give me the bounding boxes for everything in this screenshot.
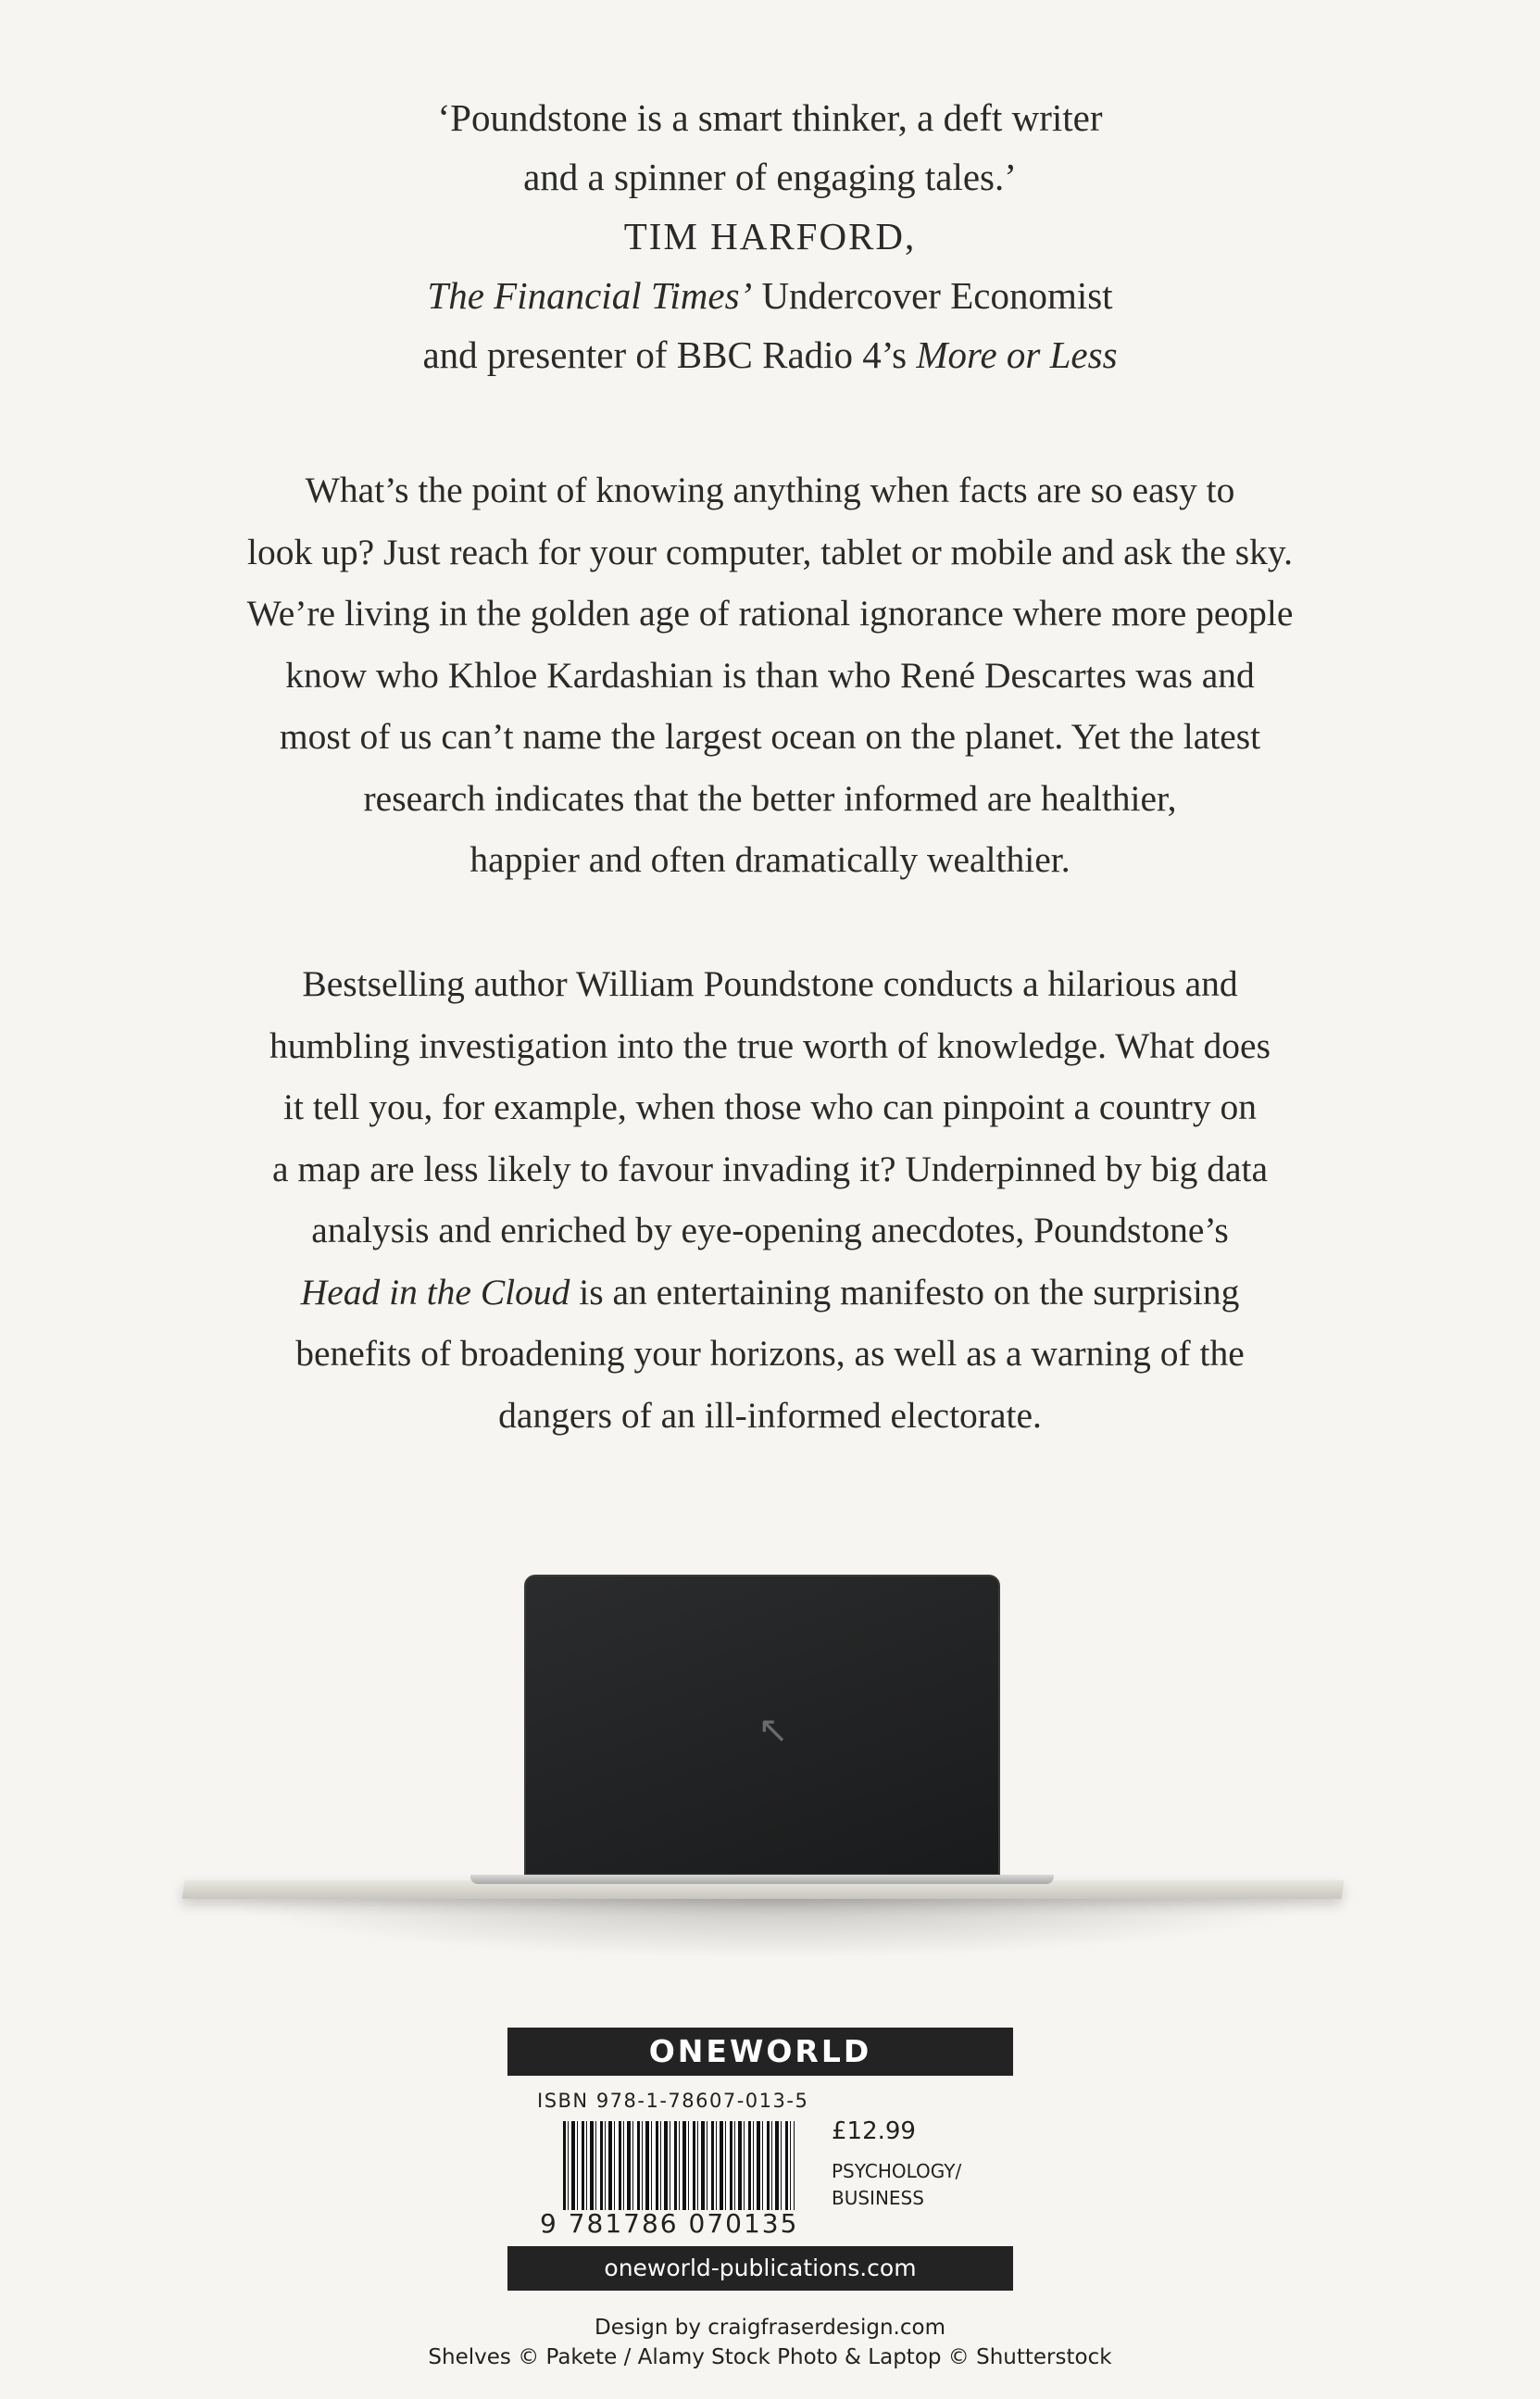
category-line-2: BUSINESS: [832, 2187, 924, 2209]
blurb-line: What’s the point of knowing anything when facts are so easy to: [305, 470, 1235, 510]
blurb-line: analysis and enriched by eye-opening anecdotes, Poundstone’s: [311, 1210, 1229, 1250]
blurb-line: most of us can’t name the largest ocean on the planet. Yet the latest: [279, 716, 1261, 757]
role-text-2: and presenter of BBC Radio 4’s: [422, 333, 917, 376]
blurb-line: know who Khloe Kardashian is than who René Descartes was and: [285, 654, 1255, 696]
blurb-line: it tell you, for example, when those who can pinpoint a country on: [283, 1086, 1257, 1127]
blurb-line: look up? Just reach for your computer, tablet or mobile and ask the sky.: [247, 531, 1293, 572]
quote-line-1: ‘Poundstone is a smart thinker, a deft writer: [437, 96, 1103, 139]
blurb-line-with-title: [0, 1262, 1540, 1324]
endorsement-quote: [0, 88, 1540, 384]
blurb-line: humbling investigation into the true worth of knowledge. What does: [269, 1024, 1271, 1066]
publisher-logo: ONEWORLD: [507, 2028, 1013, 2076]
laptop-base: [470, 1875, 1054, 1884]
blurb-line: We’re living in the golden age of rational ignorance where more people: [246, 593, 1294, 634]
category-line-1: PSYCHOLOGY/: [832, 2160, 962, 2182]
shelf-shadow: [213, 1894, 1333, 1959]
blurb-line: a map are less likely to favour invading it? Underpinned by big data: [272, 1148, 1268, 1189]
barcode: [563, 2121, 795, 2210]
design-credit: Design by craigfraserdesign.com: [595, 2316, 945, 2340]
blurb-line: happier and often dramatically wealthier.: [470, 839, 1070, 880]
quote-author: TIM HARFORD,: [623, 215, 917, 257]
publication-name: The Financial Times’: [427, 274, 753, 317]
blurb-line: benefits of broadening your horizons, as well as a warning of the: [295, 1333, 1245, 1374]
photo-credit: Shelves © Pakete / Alamy Stock Photo & Laptop © Shutterstock: [428, 2345, 1112, 2369]
quote-line-2: and a spinner of engaging tales.’: [523, 156, 1017, 198]
publisher-website: oneworld-publications.com: [507, 2246, 1013, 2291]
category: [832, 2158, 961, 2212]
book-title: Head in the Cloud: [300, 1271, 570, 1313]
quote-author-role-1: [0, 266, 1540, 325]
blurb-paragraph-1: [0, 459, 1540, 891]
blurb-paragraph-2: [0, 953, 1540, 1446]
barcode-number: 9 781786 070135: [540, 2208, 799, 2239]
mouse-pointer-icon: ↖: [757, 1709, 789, 1752]
blurb-text: is an entertaining manifesto on the surprising: [570, 1271, 1240, 1313]
price: £12.99: [832, 2117, 916, 2145]
blurb-line: dangers of an ill-informed electorate.: [498, 1394, 1042, 1436]
blurb-line: Bestselling author William Poundstone conducts a hilarious and: [302, 963, 1238, 1004]
isbn: ISBN 978-1-78607-013-5: [537, 2090, 809, 2112]
role-text: Undercover Economist: [752, 274, 1113, 317]
quote-author-role-2: [0, 325, 1540, 384]
programme-name: More or Less: [916, 333, 1118, 376]
blurb-line: research indicates that the better informed are healthier,: [363, 777, 1177, 819]
